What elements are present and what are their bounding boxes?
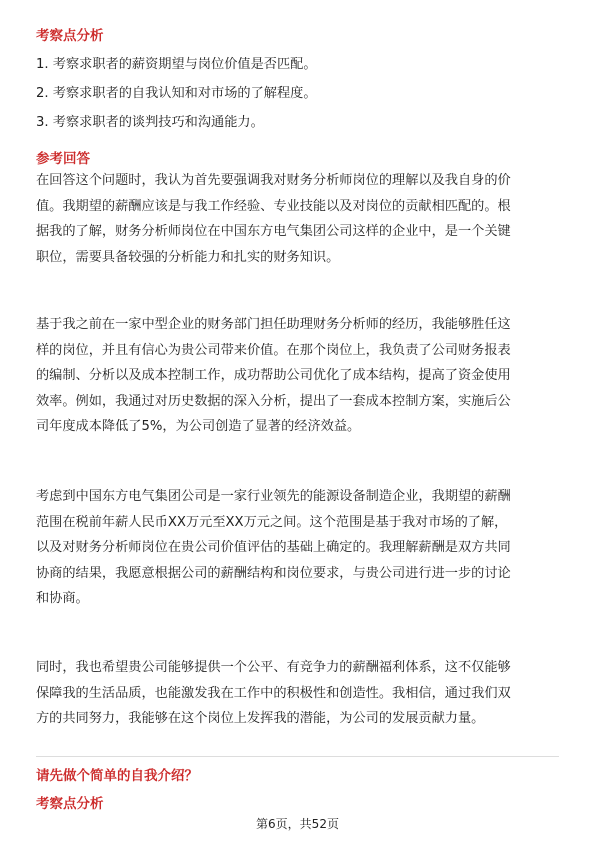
paragraph-line: 样的岗位，并且有信心为贵公司带来价值。在那个岗位上，我负责了公司财务报表: [36, 342, 511, 358]
paragraph-line: 方的共同努力，我能够在这个岗位上发挥我的潜能，为公司的发展贡献力量。: [36, 711, 485, 727]
next-question-heading: 请先做个简单的自我介绍？: [36, 768, 198, 784]
exam-points-heading: 考察点分析: [36, 28, 104, 44]
section-divider: [36, 756, 559, 757]
paragraph-line: 值。我期望的薪酬应该是与我工作经验、专业技能以及对岗位的贡献相匹配的。根: [36, 198, 511, 214]
paragraph-line: 协商的结果，我愿意根据公司的薪酬结构和岗位要求，与贵公司进行进一步的讨论: [36, 565, 511, 581]
exam-point-item-3: 3. 考察求职者的谈判技巧和沟通能力。: [36, 115, 264, 130]
paragraph-line: 效率。例如，我通过对历史数据的深入分析，提出了一套成本控制方案，实施后公: [36, 393, 511, 409]
answer-paragraph-4: [36, 655, 559, 732]
paragraph-line: 基于我之前在一家中型企业的财务部门担任助理财务分析师的经历，我能够胜任这: [36, 317, 511, 332]
paragraph-line: 据我的了解，财务分析师岗位在中国东方电气集团公司这样的企业中，是一个关键: [36, 224, 511, 240]
paragraph-line: 考虑到中国东方电气集团公司是一家行业领先的能源设备制造企业，我期望的薪酬: [36, 489, 511, 504]
page-number: 第6页，共52页: [256, 817, 339, 831]
paragraph-line: 司年度成本降低了5%，为公司创造了显著的经济效益。: [36, 419, 361, 435]
answer-paragraph-1: [36, 168, 559, 270]
next-exam-points-heading: 考察点分析: [36, 796, 104, 812]
paragraph-line: 保障我的生活品质，也能激发我在工作中的积极性和创造性。我相信，通过我们双: [36, 685, 511, 701]
paragraph-line: 和协商。: [36, 591, 89, 607]
answer-paragraph-2: [36, 312, 559, 440]
paragraph-line: 的编制、分析以及成本控制工作，成功帮助公司优化了成本结构，提高了资金使用: [36, 368, 511, 384]
exam-point-item-2: 2. 考察求职者的自我认知和对市场的了解程度。: [36, 86, 317, 101]
paragraph-line: 范围在税前年薪人民币XX万元至XX万元之间。这个范围是基于我对市场的了解，: [36, 514, 508, 530]
paragraph-line: 以及对财务分析师岗位在贵公司价值评估的基础上确定的。我理解薪酬是双方共同: [36, 540, 511, 556]
answer-paragraph-3: [36, 484, 559, 612]
exam-point-item-1: 1. 考察求职者的薪资期望与岗位价值是否匹配。: [36, 57, 317, 72]
paragraph-line: 职位，需要具备较强的分析能力和扎实的财务知识。: [36, 249, 340, 265]
paragraph-line: 在回答这个问题时，我认为首先要强调我对财务分析师岗位的理解以及我自身的价: [36, 173, 511, 188]
reference-answer-heading: 参考回答: [36, 151, 90, 167]
paragraph-line: 同时，我也希望贵公司能够提供一个公平、有竞争力的薪酬福利体系，这不仅能够: [36, 660, 511, 675]
